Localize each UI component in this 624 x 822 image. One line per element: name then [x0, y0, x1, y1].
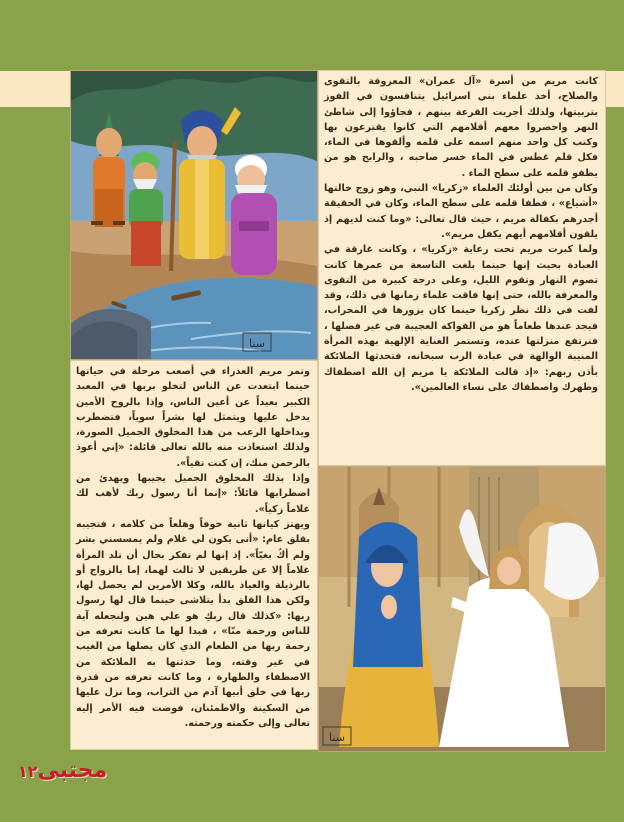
paragraph-right-2: وكان من بين أولئك العلماء «زكريا» النبي، وهو زوج خالتها «أشياع» ، فطفا قلمه على سطح الماء، وكان في الحقيقة أجدرهم بكفالة مريم ، حيث قال تعالى: «وما كنت لديهم إذ يلقون أقلامهم أيهم يكفل مريم».	[324, 183, 598, 240]
magazine-logo	[18, 758, 107, 783]
bottom-illustration-signature: ﺳﻨﺎ	[329, 731, 345, 744]
left-text-column	[76, 364, 310, 744]
paragraph-right-3: ولما كبرت مريم تحت رعاية «زكريا» ، وكانت غارقة في العبادة بحيث إنها حينما بلغت التاسعة من عمرها كانت تصوم النهار وتقوم الليل، وعلى درجة كبيرة من التقوى والمعرفة بالله، حتى إنها فاقت علماء زمانها في ذلك، وقد لفت في ذلك نظر زكريا حينما كان يزورها في المحراب، فيجد عندها طعاماً هو من الفواكه العجيبة في غير فصلها ، فترتفع منزلتها عنده، وتستمر العناية الإلهية بهذه المرأة المنيبة الوالهة في عبادة الرب سبحانه، فتحدثها الملائكة بأذن ربهم: «إذ قالت الملائكة يا مريم إن الله اصطفاك وطهرك واصطفاك على نساء العالمين».	[324, 244, 598, 393]
right-text-column	[324, 74, 598, 460]
maryam-angel-illustration	[318, 466, 606, 752]
paragraph-left-1: وتمر مريم العذراء في أصعب مرحلة في حياتها حينما ابتعدت عن الناس لتخلو بربها في المعبد الكبير بعيداً عن أعين الناس، وإذا بالروح الأمين يدخل عليها ويتمثل لها بشراً سوياً، فتضطرب ويداخلها الرعب من هذا المخلوق الجميل الصورة، ولذلك استعاذت منه بالله تعالى قائلة: «إني أعوذ بالرحمن منك، إن كنت تقياً».	[76, 366, 310, 469]
paragraph-left-2: وإذا بذلك المخلوق الجميل يجيبها ويهدئ من اضطرابها قائلاً: «إنما أنا رسول ربك لأهب لك غلاماً زكياً».	[76, 473, 310, 515]
magazine-name: مجتبى	[37, 758, 108, 783]
paragraph-right-1: كانت مريم من أسرة «آل عمران» المعروفة بالتقوى والصلاح، أخذ علماء بني اسرائيل يتنافسون في الفوز بتربيتها، ولذلك أجريت القرعة بينهم ، فجاؤوا إلى شاطئ النهر واحضروا معهم أقلامهم التي كانوا يقترعون بها وكتب كل واحد منهم اسمه على قلمه وألقوها في الماء، فكل قلم غطس في الماء خسر صاحبه ، والرابح هو من يطفو قلمه على سطح الماء .	[324, 76, 598, 179]
paragraph-left-3: ويهتز كيانها ثانية خوفاً وهلعاً من كلامه ، فتجيبه بقلق عام: «أنى يكون لي غلام ولم يمسسني بشر ولم أكُ بغيّاً». إذ إنها لم تفكر بحال أن تلد المرأة غلاماً إلا عن طريقين لا ثالث لهما، إما بالزواج أو بالرذيلة والعياذ بالله، وكلا الأمرين لم يحصل لها، ولكن هذا القلق بدأ يتلاشى حينما قال لها رسول ربها: «كذلك قال ربكِ هو علي هين ولنجعله آية للناس ورحمة منّا» ، فبدا لها ما كانت تعرفه من رحمة ربها من الطعام الذي كان يصلها من الغيب في غير وقته، وما حدثنها به الملائكة من الاصطفاء والطهارة ، وما كانت تعرفه من قدرة ربها في خلق أبيها آدم من التراب، وما نزل عليها من السكينة والاطمئنان، فوضت فيه الأمر إليه تعالى وإلى حكمته ورحمته.	[76, 518, 310, 729]
scholars-river-illustration	[70, 70, 318, 360]
top-illustration-signature: ﺳﻨﺎ	[249, 337, 265, 350]
page-number: ١٢	[18, 762, 38, 781]
page	[0, 70, 624, 760]
